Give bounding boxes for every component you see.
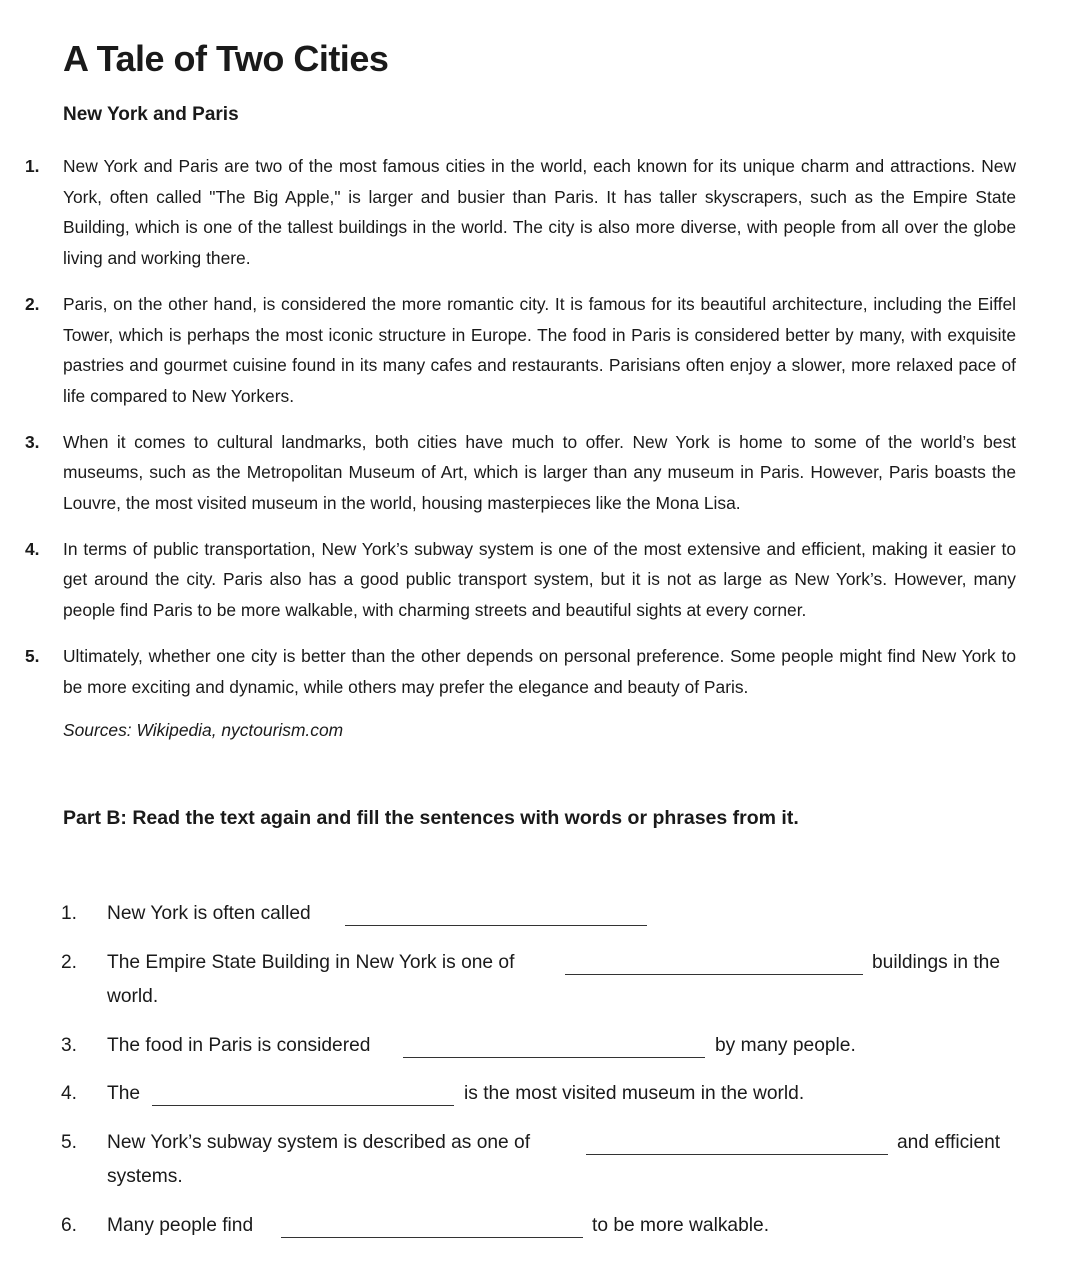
question-text-after: to be more walkable. — [592, 1215, 770, 1236]
question-number: 1. — [61, 903, 78, 924]
paragraph-3 — [0, 427, 1016, 519]
paragraph-text: Paris, on the other hand, is considered the more romantic city. It is famous for its beautiful architecture, including the Eiffel Tower, which is perhaps the most iconic structure in Europe. The food in Paris is considered better by many, with exquisite pastries and gourmet cuisine found in its many cafes and restaurants. Parisians often enjoy a slower, more relaxed pace of life compared to New Yorkers. — [63, 293, 1016, 406]
question-text-continuation: world. — [107, 986, 159, 1007]
answer-blank[interactable] — [586, 1154, 888, 1155]
sources-note: Sources: Wikipedia, nyctourism.com — [63, 720, 344, 740]
answer-blank[interactable] — [565, 974, 863, 975]
answer-blank[interactable] — [403, 1057, 705, 1058]
question-text: The Empire State Building in New York is one of — [107, 952, 515, 973]
paragraph-number: 1. — [25, 156, 40, 176]
answer-blank[interactable] — [152, 1105, 454, 1106]
answer-blank[interactable] — [281, 1237, 583, 1238]
page-title: A Tale of Two Cities — [63, 38, 389, 79]
question-text: New York is often called — [107, 903, 311, 924]
paragraph-text: New York and Paris are two of the most famous cities in the world, each known for its unique charm and attractions. New York, often called "The Big Apple," is larger and busier than Paris. It has taller skyscrapers, such as the Empire State Building, which is one of the tallest buildings in the world. The city is also more diverse, with people from all over the globe living and working there. — [63, 156, 1016, 269]
question-number: 5. — [61, 1132, 78, 1153]
question-text: The food in Paris is considered — [107, 1035, 371, 1056]
paragraph-2 — [0, 289, 1016, 412]
question-number: 6. — [61, 1215, 78, 1236]
question-text-continuation: systems. — [107, 1166, 183, 1187]
question-number: 2. — [61, 952, 78, 973]
paragraph-text: When it comes to cultural landmarks, both cities have much to offer. New York is home to some of the world’s best museums, such as the Metropolitan Museum of Art, which is larger than any museum in Paris. However, Paris boasts the Louvre, the most visited museum in the world, housing masterpieces like the Mona Lisa. — [63, 431, 1016, 514]
paragraph-number: 3. — [25, 431, 40, 452]
paragraph-4 — [0, 534, 1016, 626]
paragraph-number: 5. — [25, 645, 40, 666]
paragraph-text: In terms of public transportation, New York’s subway system is one of the most extensive and efficient, making it easier to get around the city. Paris also has a good public transport system, but it is not as large as New York’s. However, many people find Paris to be more walkable, with charming streets and beautiful sights at every corner. — [63, 538, 1016, 621]
question-text: New York’s subway system is described as one of — [107, 1132, 531, 1153]
paragraph-number: 4. — [25, 538, 40, 559]
question-text-after: and efficient — [897, 1132, 1001, 1153]
reading-passage — [0, 151, 1065, 717]
page-subtitle: New York and Paris — [63, 104, 239, 125]
question-number: 3. — [61, 1035, 78, 1056]
paragraph-1 — [0, 151, 1016, 274]
part-b-instruction: Part B: Read the text again and fill the sentences with words or phrases from it. — [63, 807, 799, 829]
question-text-after: buildings in the — [872, 952, 1001, 973]
answer-blank[interactable] — [345, 925, 647, 926]
question-number: 4. — [61, 1083, 78, 1104]
paragraph-5 — [0, 641, 1016, 702]
paragraph-text: Ultimately, whether one city is better than the other depends on personal preference. Some people might find New York to be more exciting and dynamic, while others may prefer the elegance and beauty of Paris. — [63, 645, 1016, 697]
question-text: The — [107, 1083, 141, 1104]
paragraph-number: 2. — [25, 293, 40, 314]
question-text-after: by many people. — [715, 1035, 856, 1056]
question-text-after: is the most visited museum in the world. — [464, 1083, 805, 1104]
question-text: Many people find — [107, 1215, 254, 1236]
